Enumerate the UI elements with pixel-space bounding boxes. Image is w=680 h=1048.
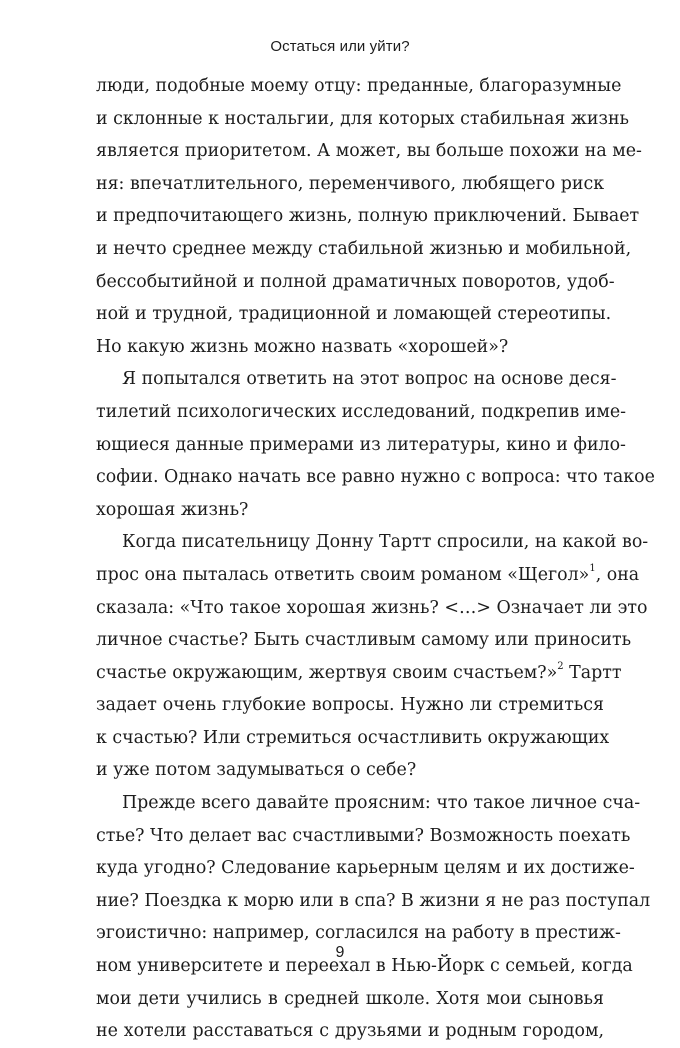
text-line: мои дети учились в средней школе. Хотя мои сыновья [96, 988, 604, 1009]
text-line: бессобытийной и полной драматичных поворотов, удоб- [96, 271, 615, 292]
paragraph [96, 787, 651, 1048]
text-line: тилетий психологических исследований, подкрепив име- [96, 401, 627, 422]
text-segment: счастье окружающим, жертвуя своим счастьем?» [96, 662, 558, 683]
text-line: не хотели расставаться с друзьями и родным городом, [96, 1021, 604, 1042]
paragraph [96, 70, 642, 363]
text-line: задает очень глубокие вопросы. Нужно ли стремиться [96, 695, 604, 716]
text-line: люди, подобные моему отцу: преданные, благоразумные [96, 76, 622, 96]
text-line: хорошая жизнь? [96, 499, 249, 520]
text-line: и склонные к ностальгии, для которых стабильная жизнь [96, 108, 630, 129]
text-line [96, 657, 622, 690]
text-line: софии. Однако начать все равно нужно с вопроса: что такое [96, 467, 655, 488]
text-segment: , она [595, 564, 640, 585]
text-line [96, 559, 640, 592]
text-segment: прос она пыталась ответить своим романом «Щегол» [96, 564, 590, 585]
text-line: и предпочитающего жизнь, полную приключений. Бывает [96, 206, 640, 227]
text-line: ющиеся данные примерами из литературы, кино и фило- [96, 434, 626, 455]
text-line: Прежде всего давайте проясним: что такое личное сча- [122, 793, 641, 814]
text-line: и нечто среднее между стабильной жизнью и мобильной, [96, 238, 632, 259]
body-text [96, 70, 655, 1048]
text-line: куда угодно? Следование карьерным целям и их достиже- [96, 858, 635, 879]
text-line: ной и трудной, традиционной и ломающей стереотипы. [96, 304, 612, 325]
text-line: ние? Поездка к морю или в спа? В жизни я не раз поступал [96, 890, 651, 911]
text-line: является приоритетом. А может, вы больше похожи на ме- [96, 141, 642, 162]
text-line: Когда писательницу Донну Тартт спросили, на какой во- [122, 532, 649, 553]
paragraph [96, 526, 649, 787]
text-line: сказала: «Что такое хорошая жизнь? <…> Означает ли это [96, 597, 648, 618]
text-line: личное счастье? Быть счастливым самому или приносить [96, 630, 632, 651]
text-line: Но какую жизнь можно назвать «хорошей»? [96, 336, 509, 357]
running-title: Остаться или уйти? [270, 38, 410, 55]
text-line: к счастью? Или стремиться осчастливить окружающих [96, 727, 610, 748]
text-line: Я попытался ответить на этот вопрос на основе деся- [122, 369, 617, 390]
text-line: стье? Что делает вас счастливыми? Возможность поехать [96, 825, 631, 846]
page-number: 9 [335, 944, 345, 961]
footnote-marker[interactable]: 2 [557, 660, 564, 672]
text-segment: Тартт [563, 662, 622, 683]
text-line: ном университете и переехал в Нью-Йорк с семьей, когда [96, 956, 633, 977]
paragraph [96, 363, 655, 526]
text-line: и уже потом задумываться о себе? [96, 760, 417, 781]
text-line: эгоистично: например, согласился на работу в престиж- [96, 923, 621, 944]
footnote-marker[interactable]: 1 [589, 563, 596, 575]
text-line: ня: впечатлительного, переменчивого, любящего риск [96, 173, 605, 194]
